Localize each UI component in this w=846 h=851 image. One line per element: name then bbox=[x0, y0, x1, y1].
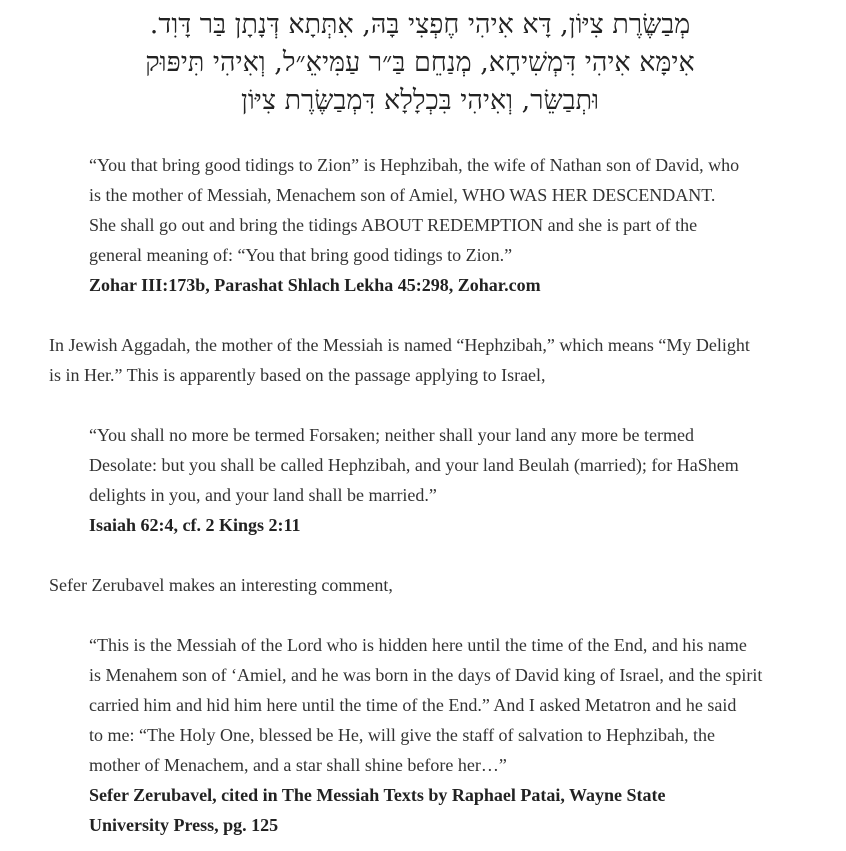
quote-line: carried him and hid him here until the time of the End.” And I asked Metatron and he said bbox=[89, 695, 737, 715]
isaiah-blockquote bbox=[89, 420, 809, 540]
quote-line: mother of Menachem, and a star shall shine before her…” bbox=[89, 755, 507, 775]
quote-line: delights in you, and your land shall be married.” bbox=[89, 485, 437, 505]
citation: Zohar III:173b, Parashat Shlach Lekha 45:298, Zohar.com bbox=[89, 275, 541, 295]
hebrew-line: מְבַשֶּׂרֶת צִיּוֹן, דָּא אִיהִי חֶפְצִי בָּהּ, אִתְּתָא דְּנָתָן בַּר דָּוִד. bbox=[149, 9, 691, 40]
quote-line: general meaning of: “You that bring good tidings to Zion.” bbox=[89, 245, 513, 265]
zerubavel-intro-paragraph bbox=[49, 570, 809, 600]
hebrew-line: אִימָּא אִיהִי דִּמְשִׁיחָא, מְנַחֵם בַּ״ר עַמִּיאֵ״ל, וְאִיהִי תִּיפּוּק bbox=[145, 47, 695, 78]
citation: Sefer Zerubavel, cited in The Messiah Texts by Raphael Patai, Wayne State bbox=[89, 785, 666, 805]
quote-line: is Menahem son of ‘Amiel, and he was born in the days of David king of Israel, and the spirit bbox=[89, 665, 763, 685]
zerubavel-blockquote bbox=[89, 630, 809, 840]
quote-line: Desolate: but you shall be called Hephzibah, and your land Beulah (married); for HaShem bbox=[89, 455, 739, 475]
hebrew-quote bbox=[60, 6, 780, 120]
quote-line: “This is the Messiah of the Lord who is hidden here until the time of the End, and his name bbox=[89, 635, 747, 655]
paragraph-line: is in Her.” This is apparently based on the passage applying to Israel, bbox=[49, 365, 546, 385]
paragraph-line: In Jewish Aggadah, the mother of the Messiah is named “Hephzibah,” which means “My Delight bbox=[49, 335, 750, 355]
paragraph-line: Sefer Zerubavel makes an interesting comment, bbox=[49, 575, 393, 595]
quote-line: “You that bring good tidings to Zion” is Hephzibah, the wife of Nathan son of David, who bbox=[89, 155, 740, 175]
quote-line: “You shall no more be termed Forsaken; neither shall your land any more be termed bbox=[89, 425, 695, 445]
aggadah-paragraph bbox=[49, 330, 809, 390]
quote-line: to me: “The Holy One, blessed be He, will give the staff of salvation to Hephzibah, the bbox=[89, 725, 716, 745]
hebrew-line: וּתְבַשֵּׂר, וְאִיהִי בִּכְלָלָא דִּמְבַשֶּׂרֶת צִיּוֹן bbox=[240, 85, 599, 116]
zohar-blockquote bbox=[89, 150, 809, 300]
quote-line: is the mother of Messiah, Menachem son of Amiel, WHO WAS HER DESCENDANT. bbox=[89, 185, 716, 205]
citation: Isaiah 62:4, cf. 2 Kings 2:11 bbox=[89, 515, 301, 535]
quote-line: She shall go out and bring the tidings ABOUT REDEMPTION and she is part of the bbox=[89, 215, 698, 235]
citation: University Press, pg. 125 bbox=[89, 815, 279, 835]
